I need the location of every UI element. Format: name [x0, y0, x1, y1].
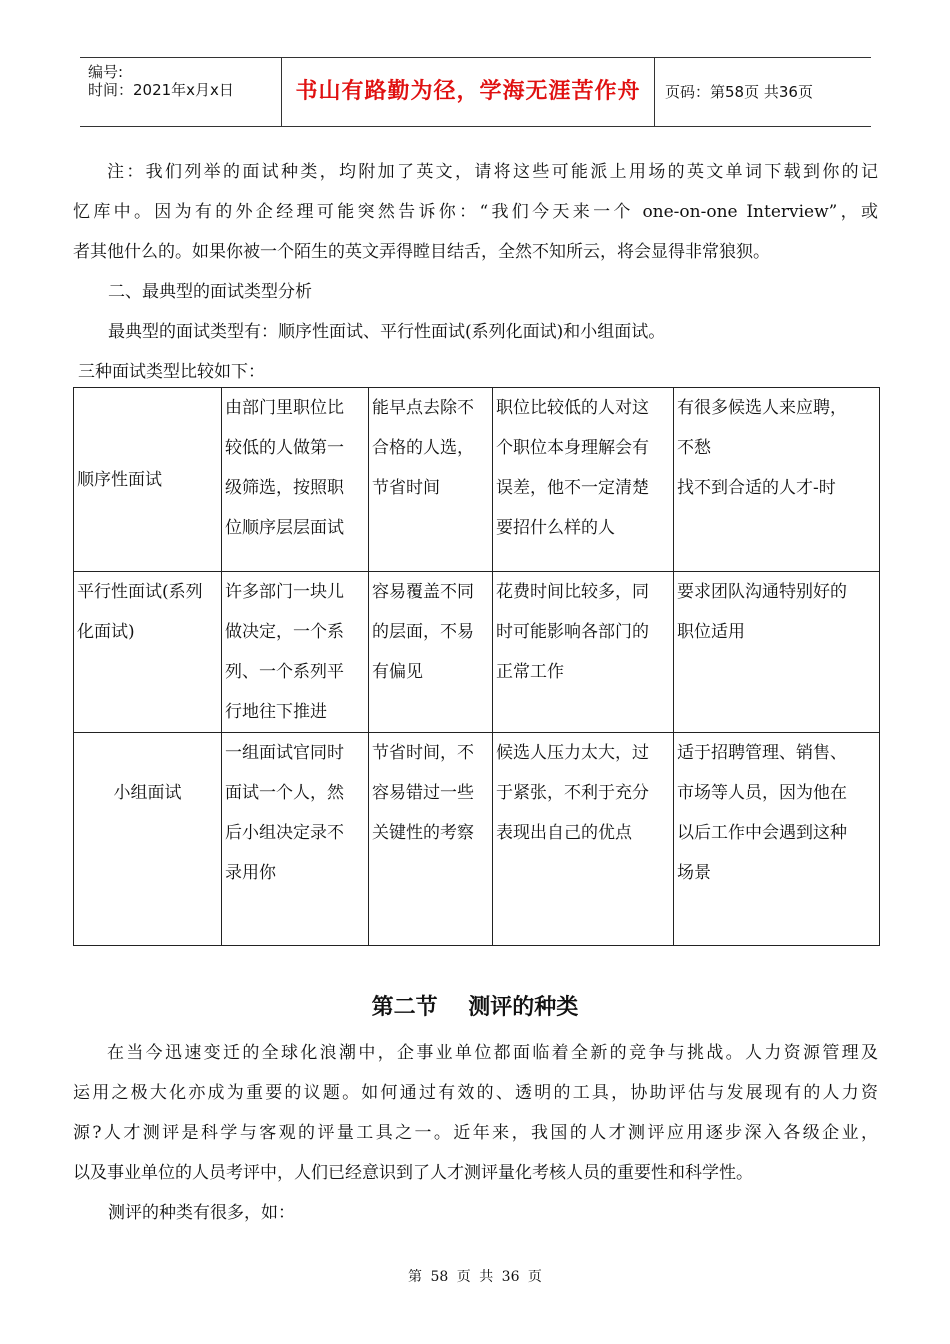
subheading: 二、最典型的面试类型分析	[108, 282, 312, 302]
cell-desc: 许多部门一块儿 做决定，一个系 列、一个系列平 行地往下推进	[222, 572, 369, 733]
cell-cons: 职位比较低的人对这 个职位本身理解会有 误差，他不一定清楚 要招什么样的人	[493, 388, 674, 572]
page-header	[80, 57, 871, 127]
cell-fit: 要求团队沟通特别好的 职位适用	[674, 572, 880, 733]
cell-pros: 能早点去除不 合格的人选， 节省时间	[369, 388, 493, 572]
para-line-1: 在当今迅速变迁的全球化浪潮中，企事业单位都面临着全新的竞争与挑战。人力资源管理及	[107, 1043, 878, 1063]
cell-pros: 节省时间，不 容易错过一些 关键性的考察	[369, 733, 493, 946]
time-label: 时间：2021年x月x日	[88, 81, 234, 99]
cell-desc: 由部门里职位比 较低的人做第一 级筛选，按照职 位顺序层层面试	[222, 388, 369, 572]
cell-type: 顺序性面试	[74, 388, 222, 572]
note-line-3: 者其他什么的。如果你被一个陌生的英文弄得瞠目结舌，全然不知所云，将会显得非常狼狈。	[73, 242, 770, 262]
cell-cons: 花费时间比较多，同 时可能影响各部门的 正常工作	[493, 572, 674, 733]
cell-type: 平行性面试(系列 化面试)	[74, 572, 222, 733]
note-line-2: 忆库中。因为有的外企经理可能突然告诉你：“我们今天来一个 one-on-one Interview”，或	[73, 202, 878, 222]
serial-label: 编号:	[88, 63, 124, 81]
comparison-table	[73, 387, 880, 946]
cell-type: 小组面试	[74, 733, 222, 946]
page-footer: 第 58 页 共 36 页	[408, 1269, 542, 1285]
table-row	[74, 733, 880, 946]
para-line-2: 运用之极大化亦成为重要的议题。如何通过有效的、透明的工具，协助评估与发展现有的人力资	[73, 1083, 878, 1103]
compare-label: 三种面试类型比较如下：	[78, 362, 265, 382]
para-line-3: 源?人才测评是科学与客观的评量工具之一。近年来，我国的人才测评应用逐步深入各级企业，	[73, 1123, 878, 1143]
page-label: 页码：第58页 共36页	[665, 83, 813, 101]
header-page-cell	[655, 58, 871, 126]
cell-fit: 有很多候选人来应聘， 不愁 找不到合适的人才-时	[674, 388, 880, 572]
cell-fit: 适于招聘管理、销售、 市场等人员，因为他在 以后工作中会遇到这种 场景	[674, 733, 880, 946]
kinds-line: 测评的种类有很多，如：	[108, 1203, 295, 1223]
para-line-4: 以及事业单位的人员考评中，人们已经意识到了人才测评量化考核人员的重要性和科学性。	[73, 1163, 753, 1183]
table-row	[74, 388, 880, 572]
motto-text: 书山有路勤为径，学海无涯苦作舟	[295, 79, 641, 104]
typical-types: 最典型的面试类型有：顺序性面试、平行性面试(系列化面试)和小组面试。	[108, 322, 666, 342]
header-motto-cell	[282, 58, 655, 126]
header-info-cell	[80, 58, 282, 126]
cell-pros: 容易覆盖不同 的层面，不易 有偏见	[369, 572, 493, 733]
cell-cons: 候选人压力太大，过 于紧张，不利于充分 表现出自己的优点	[493, 733, 674, 946]
section-title: 第二节 测评的种类	[371, 995, 579, 1020]
table-row	[74, 572, 880, 733]
note-line-1: 注：我们列举的面试种类，均附加了英文，请将这些可能派上用场的英文单词下载到你的记	[107, 162, 878, 182]
cell-desc: 一组面试官同时 面试一个人，然 后小组决定录不 录用你	[222, 733, 369, 946]
